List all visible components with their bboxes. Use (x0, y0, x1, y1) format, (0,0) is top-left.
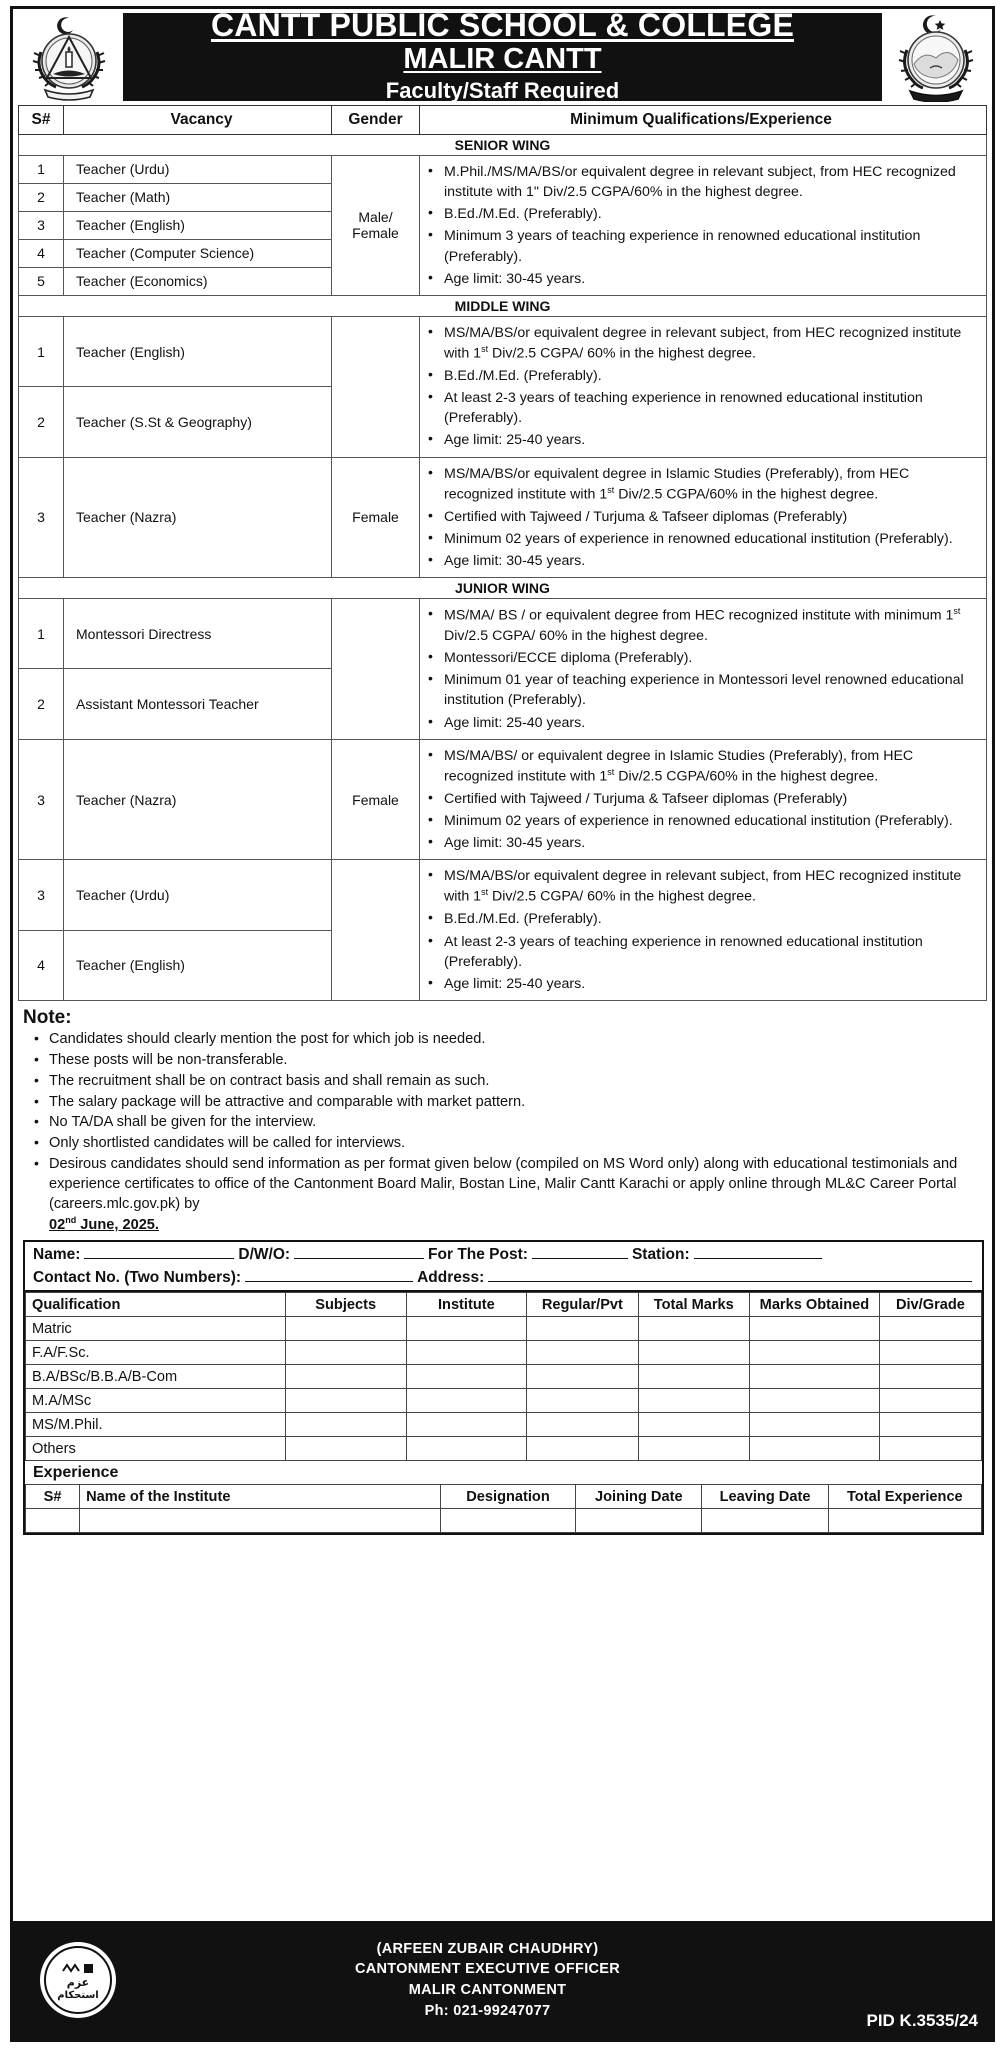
vacancy-title: Teacher (Urdu) (64, 860, 332, 930)
exp-cell-serial[interactable] (26, 1509, 80, 1533)
application-deadline: 02nd June, 2025. (49, 1215, 159, 1234)
vacancy-requirements (420, 599, 987, 740)
exp-col-leaving-date: Leaving Date (702, 1485, 828, 1509)
qual-row-label: B.A/BSc/B.B.A/B-Com (26, 1365, 286, 1389)
qual-input-cell[interactable] (749, 1317, 879, 1341)
name-field[interactable] (84, 1245, 234, 1259)
footer-signature-block (143, 1939, 832, 2021)
requirement-list (422, 323, 980, 451)
vacancy-title: Teacher (Nazra) (64, 457, 332, 578)
vacancy-gender: Female (332, 739, 420, 860)
vacancy-gender (332, 860, 420, 1001)
pid-number: PID K.3535/24 (866, 2011, 978, 2030)
table-header-row (19, 106, 987, 135)
vacancy-title: Teacher (Urdu) (64, 156, 332, 184)
wing-label: JUNIOR WING (19, 578, 987, 599)
table-row (19, 316, 987, 386)
dwo-field[interactable] (294, 1245, 424, 1259)
requirement-item: • Certified with Tajweed / Turjuma & Tafseer diplomas (Preferably) (442, 789, 980, 809)
vacancy-title: Teacher (English) (64, 930, 332, 1000)
experience-table-body (26, 1509, 982, 1533)
page-footer (13, 1921, 992, 2039)
qual-input-cell[interactable] (527, 1413, 638, 1437)
vacancy-table-head (19, 106, 987, 135)
wing-header-row (19, 135, 987, 156)
table-row[interactable] (26, 1509, 982, 1533)
requirement-list (422, 162, 980, 289)
table-row (19, 156, 987, 184)
qual-input-cell[interactable] (749, 1437, 879, 1461)
qual-input-cell[interactable] (879, 1365, 981, 1389)
contact-field[interactable] (245, 1268, 413, 1282)
vacancy-title: Teacher (Nazra) (64, 739, 332, 860)
requirement-item: • Age limit: 25-40 years. (442, 974, 980, 994)
table-row (26, 1437, 982, 1461)
cantonment-board-crest-icon (884, 12, 988, 102)
requirement-item: • M.Phil./MS/MA/BS/or equivalent degree in relevant subject, from HEC recognized institute with 1" Div/2.5 CGPA/60% in the highest degree. (442, 162, 980, 202)
vacancy-serial: 3 (19, 739, 64, 860)
qual-input-cell[interactable] (406, 1389, 527, 1413)
requirement-item: • MS/MA/BS/or equivalent degree in relevant subject, from HEC recognized institute with 1st Div/2.5 CGPA/ 60% in the highest degree. (442, 323, 980, 364)
qual-input-cell[interactable] (638, 1365, 749, 1389)
page-frame (10, 6, 995, 2042)
school-location: MALIR CANTT (403, 43, 602, 76)
address-field[interactable] (488, 1268, 972, 1282)
requirement-item: • Minimum 01 year of teaching experience in Montessori level renowned educational institution (Preferably). (442, 670, 980, 710)
qual-input-cell[interactable] (879, 1317, 981, 1341)
vacancy-serial: 3 (19, 211, 64, 239)
exp-cell-designation[interactable] (440, 1509, 575, 1533)
requirement-item: • Minimum 02 years of experience in renowned educational institution (Preferably). (442, 811, 980, 831)
requirement-item: • At least 2-3 years of teaching experience in renowned educational institution (Preferably). (442, 388, 980, 428)
svg-text:استحكام: استحكام (57, 1990, 99, 2001)
vacancy-title: Assistant Montessori Teacher (64, 669, 332, 739)
requirement-list (422, 746, 980, 854)
header-title-band (123, 7, 882, 103)
qual-col-subjects: Subjects (285, 1293, 406, 1317)
qual-input-cell[interactable] (285, 1437, 406, 1461)
vacancy-gender (332, 599, 420, 740)
requirement-item: • MS/MA/ BS / or equivalent degree from HEC recognized institute with minimum 1st Div/2.5 CGPA/ 60% in the highest degree. (442, 605, 980, 646)
qual-input-cell[interactable] (406, 1365, 527, 1389)
vacancy-serial: 1 (19, 599, 64, 669)
page-header (13, 9, 992, 105)
qual-input-cell[interactable] (285, 1413, 406, 1437)
vacancy-requirements (420, 739, 987, 860)
qual-input-cell[interactable] (749, 1413, 879, 1437)
wing-label: MIDDLE WING (19, 295, 987, 316)
qual-input-cell[interactable] (285, 1317, 406, 1341)
qual-input-cell[interactable] (527, 1341, 638, 1365)
officer-name: (ARFEEN ZUBAIR CHAUDHRY) (376, 1940, 599, 1957)
qualification-table (25, 1292, 982, 1461)
requirement-item: • Minimum 02 years of experience in renowned educational institution (Preferably). (442, 529, 980, 549)
experience-table (25, 1484, 982, 1533)
table-row (19, 599, 987, 669)
qual-input-cell[interactable] (879, 1437, 981, 1461)
vacancy-requirements (420, 457, 987, 578)
qual-input-cell[interactable] (406, 1437, 527, 1461)
qual-input-cell[interactable] (879, 1389, 981, 1413)
vacancy-requirements (420, 316, 987, 457)
vacancy-serial: 1 (19, 156, 64, 184)
vacancy-serial: 1 (19, 316, 64, 386)
qual-input-cell[interactable] (638, 1437, 749, 1461)
note-item: • The salary package will be attractive and comparable with market pattern. (49, 1093, 984, 1113)
svg-text:عزم: عزم (66, 1976, 90, 1989)
post-label: For The Post: (428, 1246, 528, 1264)
qual-col-regular-pvt: Regular/Pvt (527, 1293, 638, 1317)
note-item: • Only shortlisted candidates will be called for interviews. (49, 1134, 984, 1154)
requirement-item: • MS/MA/BS/or equivalent degree in relevant subject, from HEC recognized institute with 1st Div/2.5 CGPA/ 60% in the highest degree. (442, 866, 980, 907)
requirement-item: • MS/MA/BS/ or equivalent degree in Islamic Studies (Preferably), from HEC recognized institute with 1st Div/2.5 CGPA/60% in the highest degree. (442, 746, 980, 787)
requirement-item: • Certified with Tajweed / Turjuma & Tafseer diplomas (Preferably) (442, 507, 980, 527)
qual-input-cell[interactable] (406, 1341, 527, 1365)
form-row-name (25, 1242, 982, 1265)
dwo-label: D/W/O: (238, 1246, 291, 1264)
qualification-table-body (26, 1317, 982, 1461)
exp-cell-total[interactable] (828, 1509, 981, 1533)
note-list (23, 1030, 984, 1236)
qual-input-cell[interactable] (527, 1437, 638, 1461)
school-crest-icon (17, 12, 121, 102)
note-item-deadline: • Desirous candidates should send information as per format given below (compiled on MS Word only) along with educational testimonials and experience certificates to office of the Cantonment Board Malir, Bostan Line, Malir Cantt Karachi or apply online through ML&C Career Portal (careers.mlc.gov.pk) by 02nd June, 2025. (49, 1155, 984, 1236)
qual-input-cell[interactable] (285, 1341, 406, 1365)
qual-input-cell[interactable] (285, 1365, 406, 1389)
note-item: • Candidates should clearly mention the post for which job is needed. (49, 1030, 984, 1050)
table-row (26, 1389, 982, 1413)
table-row (19, 739, 987, 860)
qual-input-cell[interactable] (638, 1317, 749, 1341)
vacancy-table-container (13, 105, 992, 1001)
qual-input-cell[interactable] (879, 1341, 981, 1365)
vacancy-title: Teacher (Math) (64, 183, 332, 211)
qualification-header-row (26, 1293, 982, 1317)
vacancy-requirements (420, 860, 987, 1001)
note-item: • No TA/DA shall be given for the interview. (49, 1113, 984, 1133)
col-serial: S# (19, 106, 64, 135)
vacancy-title: Teacher (English) (64, 211, 332, 239)
qual-row-label: M.A/MSc (26, 1389, 286, 1413)
vacancy-table (18, 105, 987, 1001)
exp-col-joining-date: Joining Date (576, 1485, 702, 1509)
vacancy-title: Teacher (Computer Science) (64, 239, 332, 267)
exp-col-total-experience: Total Experience (828, 1485, 981, 1509)
table-row (19, 860, 987, 930)
experience-table-head (26, 1485, 982, 1509)
station-field[interactable] (694, 1245, 822, 1259)
vacancy-title: Teacher (S.St & Geography) (64, 387, 332, 457)
requirement-item: • Age limit: 25-40 years. (442, 713, 980, 733)
qual-input-cell[interactable] (638, 1413, 749, 1437)
address-label: Address: (417, 1269, 485, 1287)
qualification-table-head (26, 1293, 982, 1317)
school-name: CANTT PUBLIC SCHOOL & COLLEGE (211, 7, 794, 44)
note-title: Note: (23, 1006, 72, 1028)
requirement-item: • At least 2-3 years of teaching experience in renowned educational institution (Preferably). (442, 932, 980, 972)
vacancy-title: Teacher (Economics) (64, 267, 332, 295)
vacancy-serial: 3 (19, 457, 64, 578)
exp-col-name-of-the-institute: Name of the Institute (80, 1485, 441, 1509)
requirement-item: • Age limit: 30-45 years. (442, 551, 980, 571)
note-item: • The recruitment shall be on contract basis and shall remain as such. (49, 1072, 984, 1092)
col-vacancy: Vacancy (64, 106, 332, 135)
requirement-item: • B.Ed./M.Ed. (Preferably). (442, 204, 980, 224)
vacancy-gender (332, 316, 420, 457)
exp-col-designation: Designation (440, 1485, 575, 1509)
requirement-item: • Montessori/ECCE diploma (Preferably). (442, 648, 980, 668)
qual-input-cell[interactable] (285, 1389, 406, 1413)
qual-input-cell[interactable] (749, 1365, 879, 1389)
qual-input-cell[interactable] (638, 1389, 749, 1413)
vacancy-title: Teacher (English) (64, 316, 332, 386)
exp-col-s-: S# (26, 1485, 80, 1509)
table-row (26, 1317, 982, 1341)
requirement-item: • Age limit: 25-40 years. (442, 430, 980, 450)
vacancy-gender: Female (332, 457, 420, 578)
qual-col-total-marks: Total Marks (638, 1293, 749, 1317)
qual-input-cell[interactable] (749, 1389, 879, 1413)
qual-col-qualification: Qualification (26, 1293, 286, 1317)
table-row (26, 1413, 982, 1437)
requirement-item: • MS/MA/BS/or equivalent degree in Islamic Studies (Preferably), from HEC recognized institute with 1st Div/2.5 CGPA/60% in the highest degree. (442, 464, 980, 505)
table-row (26, 1365, 982, 1389)
experience-title: Experience (33, 1464, 119, 1482)
vacancy-serial: 2 (19, 183, 64, 211)
table-row (19, 457, 987, 578)
vacancy-serial: 5 (19, 267, 64, 295)
officer-office: MALIR CANTONMENT (408, 1982, 567, 1998)
qual-row-label: Matric (26, 1317, 286, 1341)
wing-label: SENIOR WING (19, 135, 987, 156)
requirement-list (422, 464, 980, 572)
vacancy-serial: 3 (19, 860, 64, 930)
qual-input-cell[interactable] (749, 1341, 879, 1365)
requirement-item: • B.Ed./M.Ed. (Preferably). (442, 909, 980, 929)
qual-input-cell[interactable] (527, 1365, 638, 1389)
post-field[interactable] (532, 1245, 628, 1259)
exp-cell-institute[interactable] (80, 1509, 441, 1533)
qual-col-marks-obtained: Marks Obtained (749, 1293, 879, 1317)
mlc-seal-icon (13, 1938, 143, 2022)
requirement-item: • Age limit: 30-45 years. (442, 269, 980, 289)
officer-designation: CANTONMENT EXECUTIVE OFFICER (354, 1961, 621, 1978)
exp-cell-joining[interactable] (576, 1509, 702, 1533)
qual-input-cell[interactable] (406, 1317, 527, 1341)
qual-input-cell[interactable] (527, 1389, 638, 1413)
requirement-list (422, 605, 980, 733)
qual-row-label: F.A/F.Sc. (26, 1341, 286, 1365)
col-qualifications: Minimum Qualifications/Experience (420, 106, 987, 135)
application-form (23, 1240, 984, 1535)
requirement-item: • B.Ed./M.Ed. (Preferably). (442, 366, 980, 386)
advert-subtitle: Faculty/Staff Required (385, 77, 620, 103)
wing-header-row (19, 295, 987, 316)
qual-col-institute: Institute (406, 1293, 527, 1317)
experience-header-row (26, 1485, 982, 1509)
station-label: Station: (631, 1246, 690, 1264)
name-label: Name: (33, 1246, 81, 1264)
requirement-list (422, 866, 980, 994)
qual-input-cell[interactable] (527, 1317, 638, 1341)
qual-row-label: Others (26, 1437, 286, 1461)
qual-input-cell[interactable] (638, 1341, 749, 1365)
vacancy-title: Montessori Directress (64, 599, 332, 669)
vacancy-serial: 4 (19, 930, 64, 1000)
qual-row-label: MS/M.Phil. (26, 1413, 286, 1437)
vacancy-requirements (420, 156, 987, 296)
qual-col-div-grade: Div/Grade (879, 1293, 981, 1317)
exp-cell-leaving[interactable] (702, 1509, 828, 1533)
qual-input-cell[interactable] (879, 1413, 981, 1437)
vacancy-serial: 2 (19, 669, 64, 739)
vacancy-gender: Male/ Female (332, 156, 420, 296)
table-row (26, 1341, 982, 1365)
note-section (13, 1001, 992, 1236)
officer-phone: Ph: 021-99247077 (424, 2002, 551, 2019)
qual-input-cell[interactable] (406, 1413, 527, 1437)
requirement-item: • Minimum 3 years of teaching experience in renowned educational institution (Preferably). (442, 226, 980, 266)
requirement-item: • Age limit: 30-45 years. (442, 833, 980, 853)
form-row-contact (25, 1265, 982, 1292)
col-gender: Gender (332, 106, 420, 135)
wing-header-row (19, 578, 987, 599)
vacancy-table-body (19, 135, 987, 1001)
vacancy-serial: 4 (19, 239, 64, 267)
note-item: • These posts will be non-transferable. (49, 1051, 984, 1071)
contact-label: Contact No. (Two Numbers): (33, 1269, 242, 1287)
vacancy-serial: 2 (19, 387, 64, 457)
